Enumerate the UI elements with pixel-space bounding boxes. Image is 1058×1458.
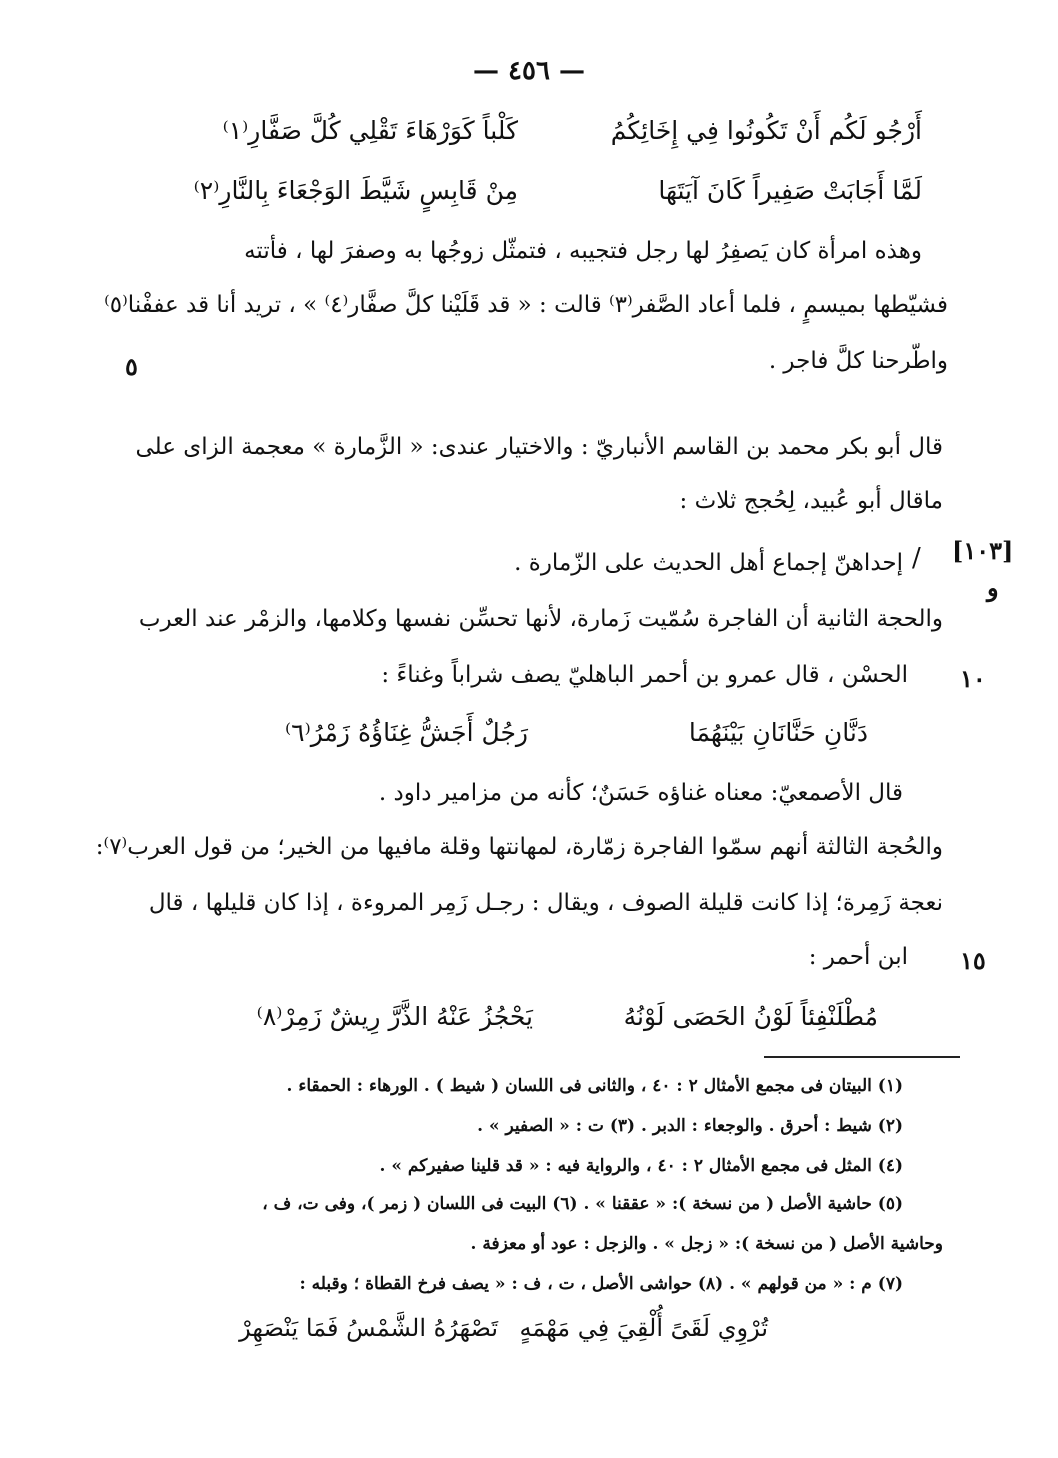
- verse-2-second-hemistich: مِنْ قَابِسٍ شَيَّطَ الوَجْعَاءَ بِالنَّارِ⁽٢⁾: [193, 176, 518, 205]
- prose-line-2: فشيّطها بميسمٍ ، فلما أعاد الصَّفر⁽٣⁾ قالت : « قد قَلَيْنا كلَّ صفَّار⁽٤⁾ » ، تريد أنا قد عففْنا⁽٥⁾: [104, 292, 948, 318]
- verse-1-second-hemistich: كَلْباً كَوَرْهَاءَ تَقْلِي كُلَّ صَفَّارِ⁽١⁾: [222, 116, 518, 145]
- verse-3-first-hemistich: دَنَّانِ حَنَّانَانِ بَيْنَهُمَا: [688, 718, 868, 747]
- verse-4-second-hemistich: يَحْجُزُ عَنْهُ الذَّرَّ رِيشٌ زَمِرْ⁽٨⁾: [256, 1002, 533, 1031]
- line-number-5: ٥: [125, 352, 138, 381]
- footnote-line-4: (٥) حاشية الأصل ( من نسخة ): « عققنا » . (٦) البيت فى اللسان ( زمر )، وفى ت، ف ،: [262, 1194, 903, 1214]
- line-number-15: ١٥: [960, 946, 986, 975]
- manuscript-folio-side: و: [987, 573, 999, 602]
- line-number-10: ١٠: [960, 664, 986, 693]
- prose-line-3: واطّرحنا كلَّ فاجر .: [768, 348, 948, 374]
- prose-line-4: قال أبو بكر محمد بن القاسم الأنباريّ : والاختيار عندى: « الزَّمارة » معجمة الزاى على: [135, 434, 943, 460]
- prose-line-8: الحسْن ، قال عمرو بن أحمر الباهليّ يصف شراباً وغناءً :: [381, 662, 908, 688]
- footnote-separator: [764, 1056, 960, 1058]
- prose-line-12: ابن أحمر :: [808, 944, 908, 970]
- footnote-line-2: (٢) شيط : أحرق . والوجعاء : الدبر . (٣) ت : « الصفير » .: [477, 1116, 903, 1136]
- footnote-verse-second-hemistich: تَصْهَرُهُ الشَّمْسُ فَمَا يَنْصَهِرْ: [239, 1314, 498, 1342]
- prose-line-11: نعجة زَمِرة؛ إذا كانت قليلة الصوف ، ويقال : رجـل زَمِر المروءة ، إذا كان قليلها ، قال: [148, 890, 943, 916]
- verse-3-second-hemistich: رَجُلٌ أَجَشُّ غِنَاؤُهُ زَمْرُ⁽٦⁾: [285, 718, 528, 747]
- verse-4-first-hemistich: مُطْلَنْفِئاً لَوْنُ الحَصَى لَوْنُهُ: [623, 1002, 878, 1031]
- footnote-verse-first-hemistich: تُرْوِي لَقَىً أُلْقِيَ فِي مَهْمَهٍ: [519, 1314, 768, 1342]
- footnote-line-1: (١) البيتان فى مجمع الأمثال ٢ : ٤٠ ، والثانى فى اللسان ( شيط ) . الورهاء : الحمقاء .: [286, 1076, 903, 1096]
- prose-line-7: والحجة الثانية أن الفاجرة سُمّيت زَمارة، لأنها تحسِّن نفسها وكلامها، والزمْر عند العرب: [138, 606, 943, 632]
- prose-line-6: إحداهنّ إجماع أهل الحديث على الزّمارة .: [514, 550, 903, 576]
- prose-line-9: قال الأصمعيّ: معناه غناؤه حَسَنٌ؛ كأنه من مزامير داود .: [378, 780, 903, 806]
- manuscript-folio-ref: [١٠٣]: [952, 536, 1014, 565]
- prose-line-10: والحُجة الثالثة أنهم سمّوا الفاجرة زمّارة، لمهانتها وقلة مافيها من الخير؛ من قول العرب⁽٧⁾:: [95, 834, 943, 860]
- footnote-line-3: (٤) المثل فى مجمع الأمثال ٢ : ٤٠ ، والرواية فيه : « قد قلينا صفيركم » .: [379, 1156, 903, 1176]
- page-number: — ٤٥٦ —: [472, 56, 586, 86]
- footnote-line-6: (٧) م : « من قولهم » . (٨) حواشى الأصل ، ت ، ف : « يصف فرخ القطاة ؛ وقبله :: [299, 1274, 903, 1294]
- verse-1-first-hemistich: أَرْجُو لَكُم أَنْ تَكُونُوا فِي إِخَائِكُمُ: [610, 116, 922, 145]
- verse-2-first-hemistich: لَمَّا أَجَابَتْ صَفِيراً كَانَ آيَتَهَا: [658, 176, 922, 205]
- footnote-line-5: وحاشية الأصل ( من نسخة ): « زجل » . والزجل : عود أو معزفة .: [470, 1234, 943, 1254]
- prose-line-1: وهذه امرأة كان يَصفِرُ لها رجل فتجيبه ، فتمثّل زوجُها به وصفرَ لها ، فأتته: [244, 238, 922, 264]
- prose-line-5: ماقال أبو عُبيد، لِحُجج ثلاث :: [679, 488, 943, 514]
- folio-divider-mark: /: [912, 543, 921, 573]
